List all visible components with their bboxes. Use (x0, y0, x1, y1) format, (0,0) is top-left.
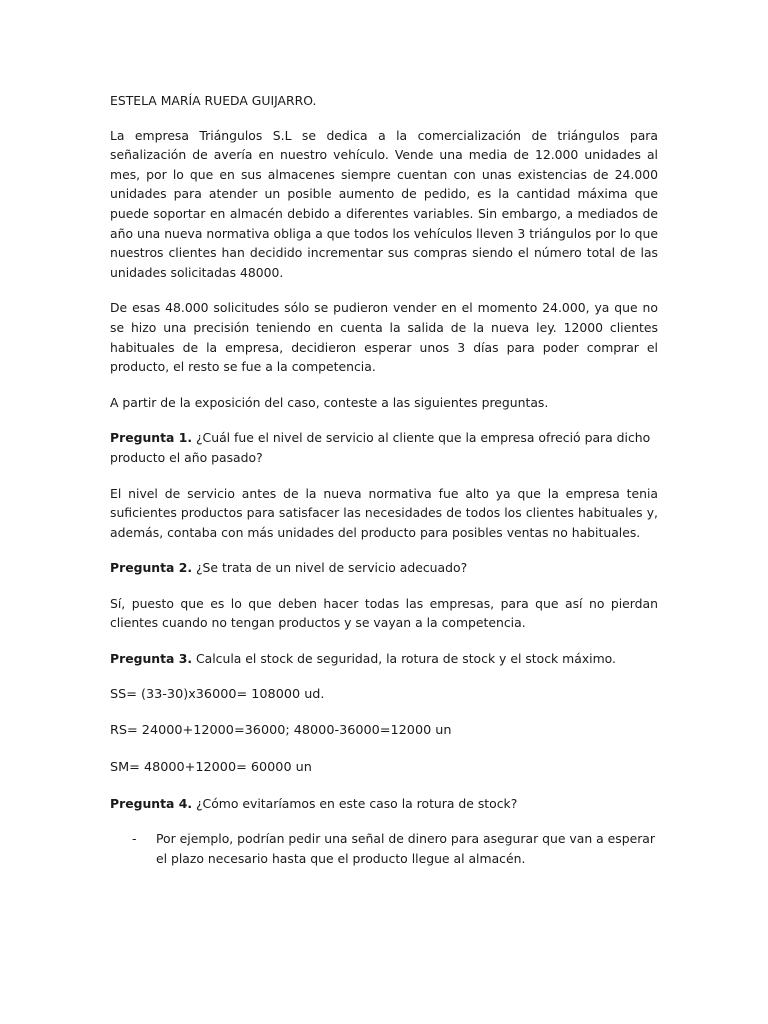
formula-rs: RS= 24000+12000=36000; 48000-36000=12000 un (110, 723, 452, 739)
intro-paragraph: La empresa Triángulos S.L se dedica a la comercialización de triángulos para señalización de avería en nuestro vehículo. Vende una media de 12.000 unidades al mes, por lo que en sus almacenes siempre cuentan con unas existencias de 24.000 unidades para atender un posible aumento de pedido, es la cantidad máxima que puede soportar en almacén debido a diferentes variables. Sin embargo, a mediados de año una nueva normativa obliga a que todos los vehículos lleven 3 triángulos por lo que nuestros clientes han decidido incrementar sus compras siendo el número total de las unidades solicitadas 48000. (110, 127, 658, 280)
question-4-label: Pregunta 4. (110, 796, 193, 812)
question-3-text: Calcula el stock de seguridad, la rotura de stock y el stock máximo. (192, 651, 616, 667)
question-2-text: ¿Se trata de un nivel de servicio adecuado? (192, 560, 468, 576)
formula-ss: SS= (33-30)x36000= 108000 ud. (110, 686, 325, 702)
question-1-label: Pregunta 1. (110, 430, 193, 446)
question-3 (110, 649, 658, 669)
answer-2: Sí, puesto que es lo que deben hacer todas las empresas, para que así no pierdan clientes cuando no tengan productos y se vayan a la competencia. (110, 595, 658, 631)
answer-1: El nivel de servicio antes de la nueva normativa fue alto ya que la empresa tenia suficientes productos para satisfacer las necesidades de todos los clientes habituales y, además, contaba con más unidades del producto para posibles ventas no habituales. (110, 485, 658, 540)
question-1 (110, 428, 658, 467)
question-2 (110, 558, 658, 578)
formula-sm: SM= 48000+12000= 60000 un (110, 759, 312, 775)
instruction-paragraph: A partir de la exposición del caso, conteste a las siguientes preguntas. (110, 394, 549, 410)
question-1-text: ¿Cuál fue el nivel de servicio al cliente que la empresa ofreció para dicho producto el año pasado? (110, 430, 651, 465)
answer-4-bullet (132, 829, 658, 868)
answer-4-text: Por ejemplo, podrían pedir una señal de dinero para asegurar que van a esperar el plazo necesario hasta que el producto llegue al almacén. (156, 831, 655, 866)
context-paragraph: De esas 48.000 solicitudes sólo se pudieron vender en el momento 24.000, ya que no se hizo una precisión teniendo en cuenta la salida de la nueva ley. 12000 clientes habituales de la empresa, decidieron esperar unos 3 días para poder comprar el producto, el resto se fue a la competencia. (110, 300, 658, 375)
author-name: ESTELA MARÍA RUEDA GUIJARRO. (110, 93, 317, 108)
question-3-label: Pregunta 3. (110, 651, 193, 667)
question-4 (110, 794, 658, 814)
question-4-text: ¿Cómo evitaríamos en este caso la rotura de stock? (192, 796, 518, 812)
question-2-label: Pregunta 2. (110, 560, 193, 576)
bullet-dash: - (132, 831, 137, 847)
